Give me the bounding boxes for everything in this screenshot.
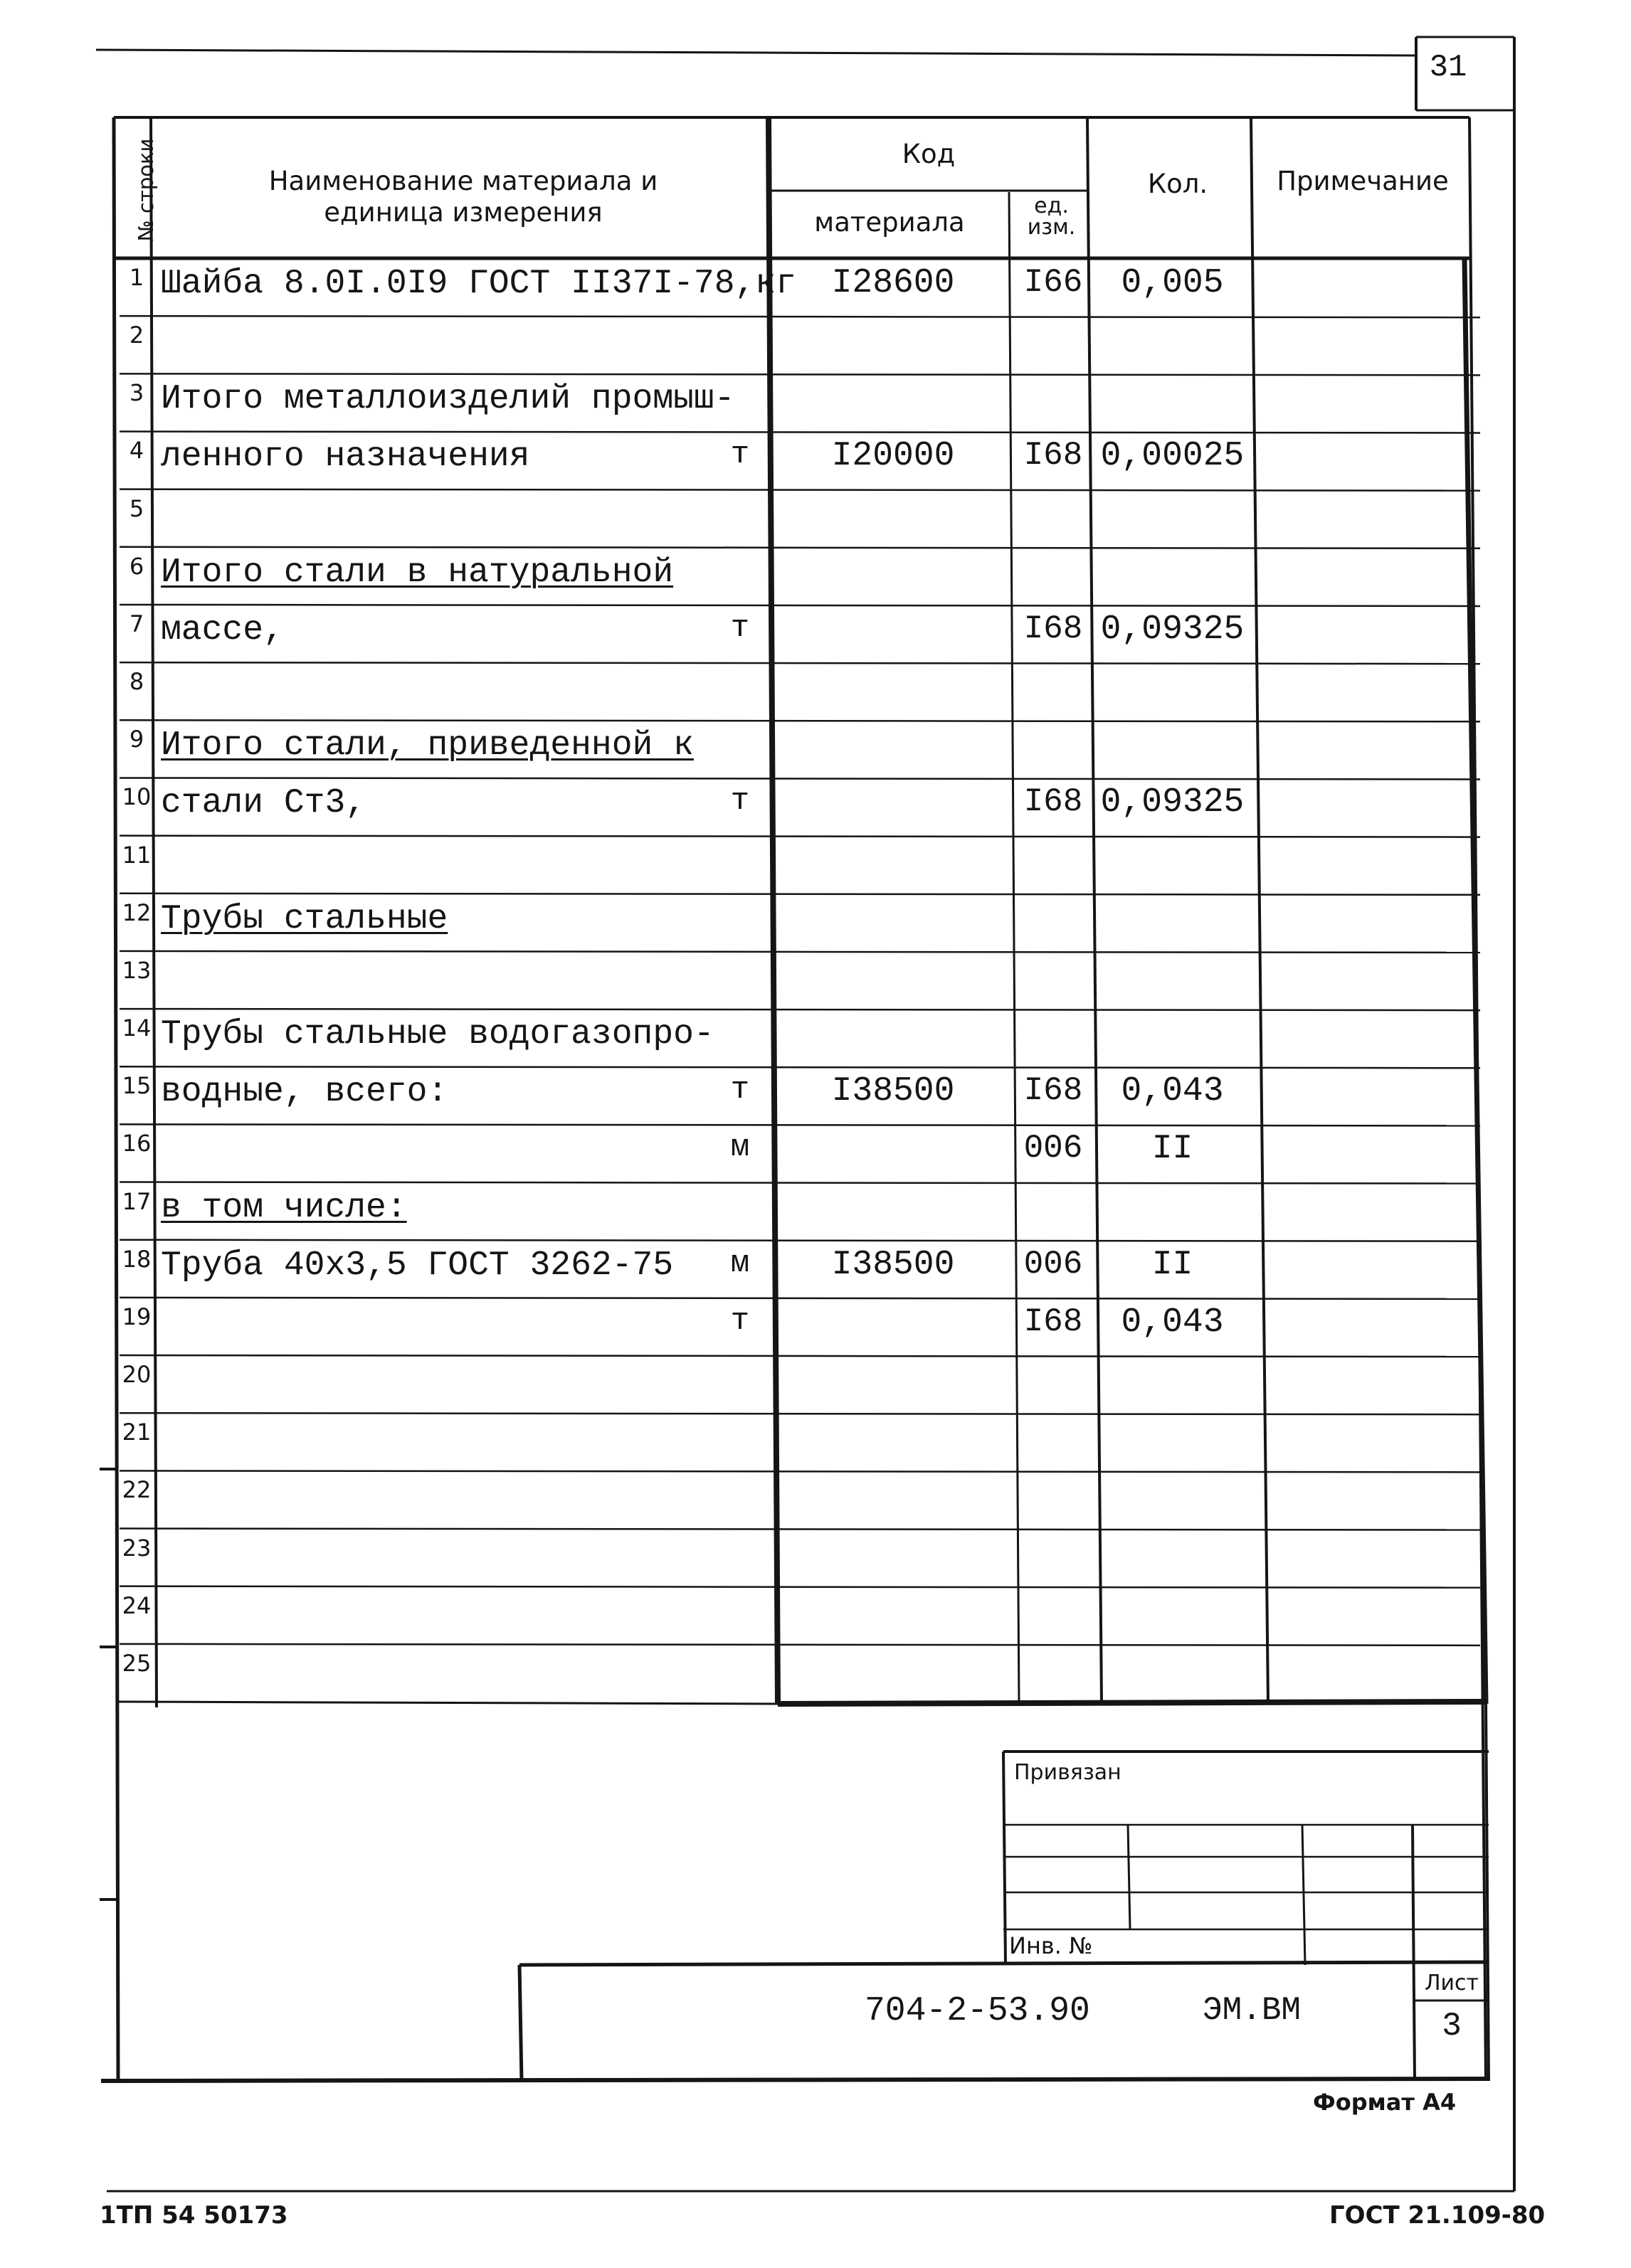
row-number: 23 [122, 1534, 152, 1562]
row-number: 13 [122, 956, 152, 984]
row-unit-code: I68 [1023, 437, 1083, 475]
row-number: 18 [122, 1245, 152, 1273]
row-separator [120, 1240, 1480, 1241]
row-number: 20 [122, 1361, 152, 1389]
row-unit-code: I68 [1023, 610, 1083, 647]
row-number: 10 [122, 783, 152, 811]
row-name: Итого металлоизделий промыш- [161, 380, 735, 419]
sheet-number: 31 [1429, 50, 1467, 85]
row-separator [120, 720, 1480, 721]
row-unit-code: 006 [1023, 1245, 1083, 1283]
header-name-line1: Наименование материала и [268, 166, 658, 196]
row-unit: м [730, 1130, 750, 1166]
row-number: 24 [122, 1591, 152, 1619]
document-code: 704-2-53.90 [865, 1992, 1090, 2030]
footer-standard: ГОСТ 21.109-80 [1329, 2201, 1546, 2230]
header-unit-line1: ед. [1034, 194, 1069, 218]
row-separator [120, 373, 1480, 375]
row-unit-code: I68 [1023, 1072, 1083, 1110]
row-name: Трубы стальные [161, 899, 448, 938]
row-separator [120, 489, 1480, 491]
row-separator [120, 431, 1480, 433]
header-name-line2: единица измерения [324, 197, 603, 228]
row-separator [120, 316, 1480, 317]
row-unit-code: 006 [1023, 1130, 1083, 1167]
row-number: 19 [122, 1303, 152, 1330]
row-number: 14 [122, 1014, 152, 1042]
row-unit-code: I68 [1023, 1303, 1083, 1340]
row-separator [120, 1182, 1480, 1184]
row-separator [120, 547, 1480, 549]
row-name: ленного назначения [161, 438, 530, 477]
inv-label: Инв. № [1009, 1932, 1093, 1959]
row-number: 6 [129, 552, 144, 580]
row-unit: т [730, 610, 750, 646]
row-number: 4 [129, 437, 144, 465]
row-separator [120, 1298, 1480, 1299]
row-name: Шайба 8.0I.0I9 ГОСТ II37I-78,кг [161, 265, 796, 303]
row-number: 5 [129, 494, 144, 522]
row-number: 21 [122, 1419, 152, 1446]
row-number: 15 [122, 1072, 152, 1100]
row-quantity: 0,043 [1121, 1072, 1224, 1111]
row-separator [120, 1471, 1480, 1472]
row-name: стали Ст3, [161, 784, 366, 823]
row-unit: т [730, 437, 750, 473]
row-name: в том числе: [161, 1188, 407, 1227]
format-label: Формат А4 [1313, 2089, 1457, 2116]
row-name: Итого стали в натуральной [161, 553, 674, 592]
row-number: 22 [122, 1476, 152, 1504]
linked-label: Привязан [1014, 1760, 1121, 1785]
header-quantity: Кол. [1147, 169, 1208, 199]
row-number: 3 [129, 379, 144, 407]
row-separator [120, 1644, 1480, 1646]
row-separator [120, 1124, 1480, 1125]
footer-left-code: 1ТП 54 50173 [100, 2201, 288, 2230]
row-separator [120, 894, 1480, 895]
row-material-code: I28600 [831, 264, 955, 302]
row-separator [120, 1066, 1480, 1068]
row-quantity: II [1151, 1130, 1193, 1169]
row-number: 7 [129, 610, 144, 637]
row-separator [120, 951, 1480, 953]
header-unit-line2: изм. [1027, 215, 1076, 240]
row-separator [120, 1413, 1480, 1414]
header-row-no: № строки [134, 138, 158, 242]
row-unit: м [730, 1245, 750, 1281]
row-material-code: I20000 [831, 437, 955, 476]
row-name: Трубы стальные водогазопро- [161, 1015, 714, 1054]
row-name: Итого стали, приведенной к [161, 726, 694, 765]
row-separator [120, 1009, 1480, 1010]
document-mark: ЭМ.ВМ [1203, 1992, 1302, 2029]
row-unit-code: I68 [1023, 783, 1083, 821]
row-quantity: II [1151, 1245, 1193, 1284]
row-unit: т [730, 783, 750, 820]
row-material-code: I38500 [831, 1072, 955, 1111]
row-separator [120, 1355, 1480, 1357]
row-unit-code: I66 [1023, 264, 1083, 301]
row-quantity: 0,00025 [1100, 437, 1245, 476]
row-quantity: 0,09325 [1100, 610, 1245, 649]
header-note: Примечание [1277, 166, 1449, 196]
row-unit: т [730, 1072, 750, 1108]
row-number: 11 [122, 841, 152, 869]
sheet-label: Лист [1424, 1971, 1479, 1996]
row-number: 12 [122, 899, 152, 926]
header-material: материала [814, 207, 965, 238]
row-separator [120, 662, 1480, 664]
row-separator [120, 836, 1480, 837]
row-number: 1 [129, 264, 144, 291]
row-number: 9 [129, 726, 144, 753]
row-separator [120, 778, 1480, 779]
row-name: массе, [161, 610, 284, 650]
row-number: 17 [122, 1187, 152, 1215]
row-quantity: 0,043 [1121, 1303, 1224, 1342]
row-separator [120, 1586, 1480, 1588]
row-name: Труба 40х3,5 ГОСТ 3262-75 [161, 1246, 674, 1285]
row-quantity: 0,005 [1121, 264, 1224, 302]
sheet-value: 3 [1442, 2008, 1462, 2045]
row-quantity: 0,09325 [1100, 783, 1245, 822]
row-number: 16 [122, 1130, 152, 1157]
row-material-code: I38500 [831, 1245, 955, 1284]
header-code: Код [902, 139, 956, 169]
row-unit: т [730, 1303, 750, 1339]
row-number: 8 [129, 668, 144, 696]
row-number: 2 [129, 322, 144, 349]
row-separator [120, 1529, 1480, 1530]
row-name: водные, всего: [161, 1073, 448, 1112]
row-separator [120, 605, 1480, 606]
row-number: 25 [122, 1649, 152, 1677]
